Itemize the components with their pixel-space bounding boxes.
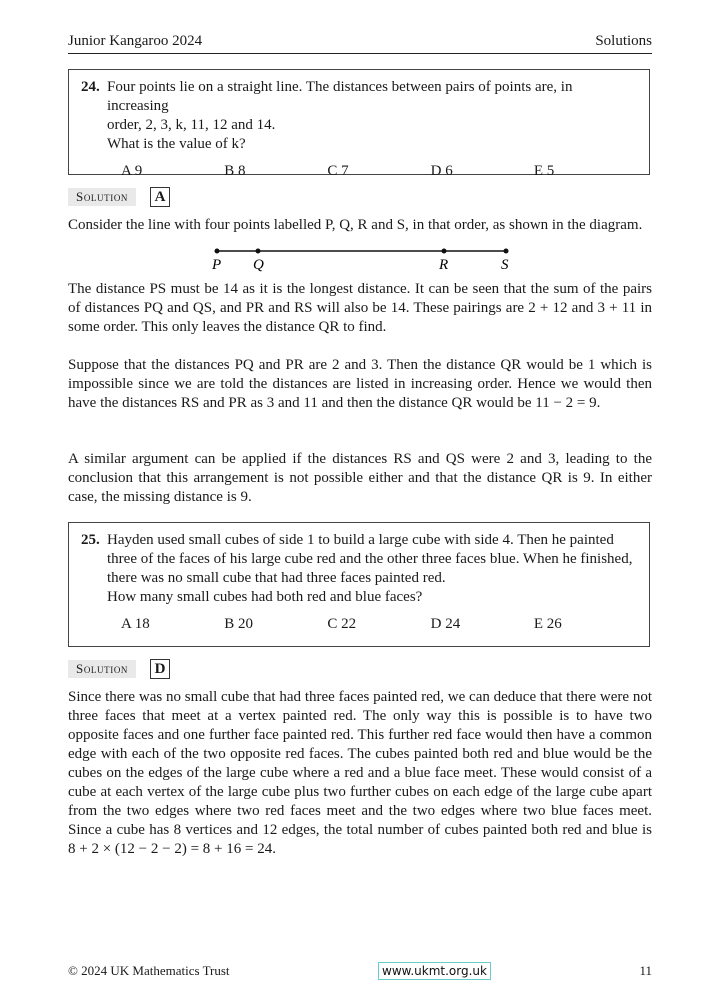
label-q: Q: [253, 257, 264, 273]
point-s: [504, 249, 509, 254]
points-line-diagram: [200, 242, 520, 274]
question-25-box: [68, 522, 650, 647]
solution-24-header: [68, 187, 170, 207]
question-line: What is the value of k?: [107, 136, 246, 152]
solution-paragraph: Consider the line with four points labelled P, Q, R and S, in that order, as shown in the diagram.: [68, 217, 643, 233]
option-e: E 5: [533, 163, 555, 179]
point-p: [215, 249, 220, 254]
solution-paragraph: Since there was no small cube that had three faces painted red, we can deduce that there were not three faces that meet at a vertex painted red. The only way this is possible is to have two opposite faces and one further face painted red. This further red face would then have a common edge with each of the two opposite red faces. The cubes painted both red and blue would be the cubes on the edges of the large cube where a red and a blue face meet. These would consist of a cube at each vertex of the large cube plus two further cubes on each edge of the large cube apart from the two edges where two red faces meet and the two edges where two blue faces meet. Since a cube has 8 vertices and 12 edges, the total number of cubes painted both red and blue is 8 + 2 × (12 − 2 − 2) = 8 + 16 = 24.: [68, 689, 652, 857]
solution-paragraph: The distance PS must be 14 as it is the longest distance. It can be seen that the sum of the pairs of distances PQ and QS, and PR and RS will also be 14. These pairings are 2 + 12 and 3 + 11 in some order. This only leaves the distance QR to find.: [68, 281, 652, 335]
solution-tag: Solution: [68, 188, 136, 206]
copyright: © 2024 UK Mathematics Trust: [68, 963, 230, 978]
page-footer: [68, 962, 652, 980]
header-title: Junior Kangaroo 2024: [68, 33, 203, 49]
answer-options: [121, 615, 637, 634]
question-text: [107, 78, 637, 154]
option-b: B 20: [224, 616, 253, 632]
question-line: there was no small cube that had three faces painted red.: [107, 570, 446, 586]
question-line: order, 2, 3, k, 11, 12 and 14.: [107, 117, 276, 133]
point-r: [442, 249, 447, 254]
option-c: C 7: [327, 163, 349, 179]
solution-paragraph: Suppose that the distances PQ and PR are 2 and 3. Then the distance QR would be 1 which is impossible since we are told the distances are listed in increasing order. Hence we would then have the distances RS and PR as 3 and 11 and then the distance QR would be 11 − 2 = 9.: [68, 357, 652, 411]
question-line: Hayden used small cubes of side 1 to build a large cube with side 4. Then he painted: [107, 532, 614, 548]
solution-tag: Solution: [68, 660, 136, 678]
label-r: R: [439, 257, 449, 273]
point-q: [256, 249, 261, 254]
page-header: [68, 33, 652, 54]
question-number: 24.: [81, 79, 100, 95]
question-line: three of the faces of his large cube red and the other three faces blue. When he finished,: [107, 551, 633, 567]
page-number: 11: [639, 963, 652, 978]
option-e: E 26: [533, 616, 562, 632]
question-24-box: [68, 69, 650, 179]
solution-answer: A: [150, 187, 170, 207]
option-a: A 18: [121, 616, 150, 632]
option-c: C 22: [327, 616, 357, 632]
solution-answer: D: [150, 659, 170, 679]
option-d: D 6: [430, 163, 453, 179]
option-d: D 24: [430, 616, 461, 632]
solution-paragraph: A similar argument can be applied if the distances RS and QS were 2 and 3, leading to the conclusion that this arrangement is not possible either and that the distance QR is 9. In either case, the missing distance is 9.: [68, 451, 652, 505]
solution-25-header: [68, 659, 170, 679]
option-b: B 8: [224, 163, 246, 179]
label-s: S: [501, 257, 509, 273]
option-a: A 9: [121, 163, 143, 179]
question-line: How many small cubes had both red and blue faces?: [107, 589, 423, 605]
question-number: 25.: [81, 532, 100, 548]
label-p: P: [212, 257, 222, 273]
question-text: [107, 531, 637, 607]
answer-options: [121, 162, 637, 181]
question-line: Four points lie on a straight line. The distances between pairs of points are, in increasing: [107, 79, 573, 114]
website-link[interactable]: www.ukmt.org.uk: [378, 962, 491, 980]
header-section: Solutions: [595, 33, 652, 49]
